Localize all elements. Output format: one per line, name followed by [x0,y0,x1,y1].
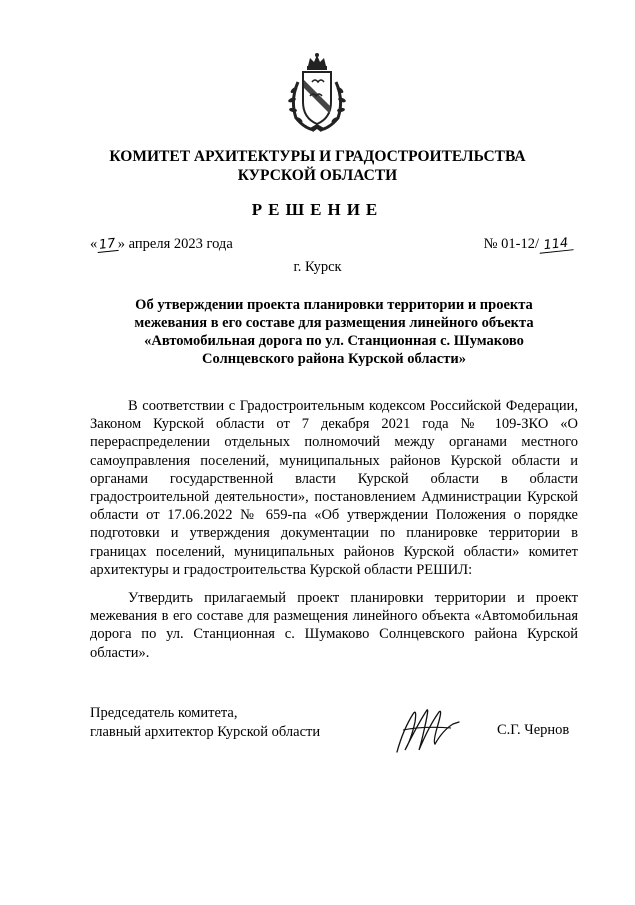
title-line: Об утверждении проекта планировки территории и проекта [135,297,533,313]
document-city: г. Курск [293,259,342,275]
organization-name-line2: КУРСКОЙ ОБЛАСТИ [237,167,398,184]
position-line: главный архитектор Курской области [90,724,321,740]
document-number [484,236,573,253]
document-date [90,236,233,253]
document-type-heading: РЕШЕНИЕ [251,200,384,219]
date-rest: » апреля 2023 года [117,236,233,252]
paragraph-text: Утвердить прилагаемый проект планировки территории и проект межевания в его составе для размещения линейного объекта «Автомобильная дорога по ул. Станционная с. Шумаково Солнцевского района Курской области». [90,590,578,661]
signatory-position [90,704,320,742]
body-paragraph-2 [90,589,578,662]
signer-name: С.Г. Чернов [497,722,570,738]
title-line: межевания в его составе для размещения линейного объекта [134,315,534,331]
paragraph-text: В соответствии с Градостроительным кодексом Российской Федерации, Законом Курской области от 7 декабря 2021 года № 109-ЗКО «О перераспределении отдельных полномочий между органами местного самоуправления поселений, муниципальных районов Курской области и органами государственной власти Курской области в области градостроительной деятельности», постановлением Администрации Курской области от 17.06.2022 № 659-па «Об утверждении Положения о порядке подготовки и утверждения документации по планировке территории в границах поселений, муниципальных районов Курской области» комитет архитектуры и градостроительства Курской области РЕШИЛ: [90,398,578,578]
handwritten-number: 114 [538,236,573,253]
handwritten-day: 17 [98,236,117,253]
title-line: «Автомобильная дорога по ул. Станционная с. Шумаково [144,333,524,349]
kursk-coat-of-arms-icon [286,52,348,134]
position-line: Председатель комитета, [90,705,238,721]
organization-name-line1: КОМИТЕТ АРХИТЕКТУРЫ И ГРАДОСТРОИТЕЛЬСТВА [109,148,526,165]
body-paragraph-1 [90,397,578,579]
document-title [90,296,578,368]
number-prefix: № 01-12/ [483,236,539,252]
title-line: Солнцевского района Курской области» [202,351,466,367]
date-open-quote: « [90,236,98,252]
handwritten-signature-icon [393,700,463,758]
